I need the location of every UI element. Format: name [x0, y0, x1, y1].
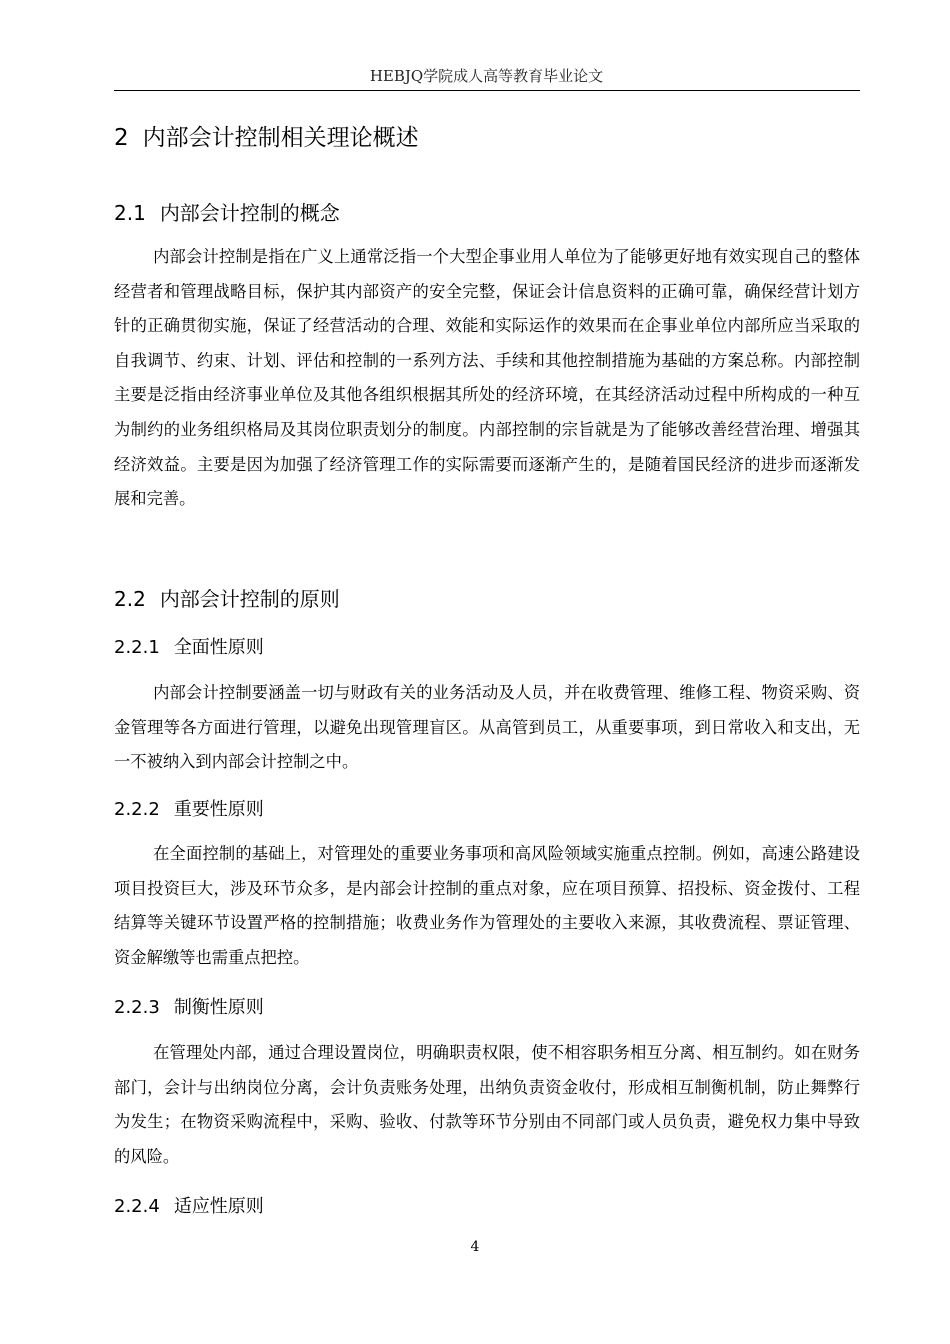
- section-2-2-number: 2.2: [114, 587, 146, 611]
- subsection-2-2-4-number: 2.2.4: [114, 1196, 160, 1217]
- section-2-1-paragraph: 内部会计控制是指在广义上通常泛指一个大型企事业用人单位为了能够更好地有效实现自己的整体经营者和管理战略目标，保护其内部资产的安全完整，保证会计信息资料的正确可靠，确保经营计划方针的正确贯彻实施，保证了经营活动的合理、效能和实际运作的效果而在企事业单位内部所应当采取的自我调节、约束、计划、评估和控制的一系列方法、手续和其他控制措施为基础的方案总称。内部控制主要是泛指由经济事业单位及其他各组织根据其所处的经济环境，在其经济活动过程中所构成的一种互为制约的业务组织格局及其岗位职责划分的制度。内部控制的宗旨就是为了能够改善经营治理、增强其经济效益。主要是因为加强了经济管理工作的实际需要而逐渐产生的，是随着国民经济的进步而逐渐发展和完善。: [114, 247, 860, 509]
- section-2-2-heading: [114, 583, 340, 615]
- running-header: HEBJQ学院成人高等教育毕业论文: [369, 67, 604, 85]
- header-divider: [114, 90, 860, 91]
- section-2-2-title: 内部会计控制的原则: [159, 587, 340, 611]
- subsection-2-2-1-heading: [114, 633, 264, 663]
- subsection-2-2-2-number: 2.2.2: [114, 799, 160, 820]
- chapter-heading: [114, 120, 419, 156]
- subsection-2-2-2-paragraph: 在全面控制的基础上，对管理处的重要业务事项和高风险领域实施重点控制。例如，高速公路建设项目投资巨大，涉及环节众多，是内部会计控制的重点对象，应在项目预算、招投标、资金拨付、工程结算等关键环节设置严格的控制措施；收费业务作为管理处的主要收入来源，其收费流程、票证管理、资金解缴等也需重点把控。: [114, 844, 860, 967]
- section-2-1-heading: [114, 197, 340, 229]
- subsection-2-2-4-title: 适应性原则: [173, 1196, 264, 1217]
- page-number: 4: [470, 1239, 480, 1255]
- subsection-2-2-2-heading: [114, 795, 264, 825]
- subsection-2-2-1-title: 全面性原则: [173, 637, 264, 658]
- subsection-2-2-4-heading: [114, 1192, 264, 1222]
- subsection-2-2-3-paragraph: 在管理处内部，通过合理设置岗位，明确职责权限，使不相容职务相互分离、相互制约。如在财务部门，会计与出纳岗位分离，会计负责账务处理，出纳负责资金收付，形成相互制衡机制，防止舞弊行为发生；在物资采购流程中，采购、验收、付款等环节分别由不同部门或人员负责，避免权力集中导致的风险。: [114, 1043, 860, 1166]
- section-2-1-title: 内部会计控制的概念: [159, 201, 340, 225]
- chapter-title: 内部会计控制相关理论概述: [142, 125, 419, 151]
- chapter-number: 2: [114, 125, 129, 151]
- subsection-2-2-3-number: 2.2.3: [114, 997, 160, 1018]
- section-2-1-number: 2.1: [114, 201, 146, 225]
- subsection-2-2-1-number: 2.2.1: [114, 637, 160, 658]
- subsection-2-2-3-title: 制衡性原则: [173, 997, 264, 1018]
- subsection-2-2-1-paragraph: 内部会计控制要涵盖一切与财政有关的业务活动及人员，并在收费管理、维修工程、物资采购、资金管理等各方面进行管理，以避免出现管理盲区。从高管到员工，从重要事项，到日常收入和支出，无一不被纳入到内部会计控制之中。: [114, 683, 860, 772]
- subsection-2-2-3-heading: [114, 993, 264, 1023]
- subsection-2-2-2-title: 重要性原则: [173, 799, 264, 820]
